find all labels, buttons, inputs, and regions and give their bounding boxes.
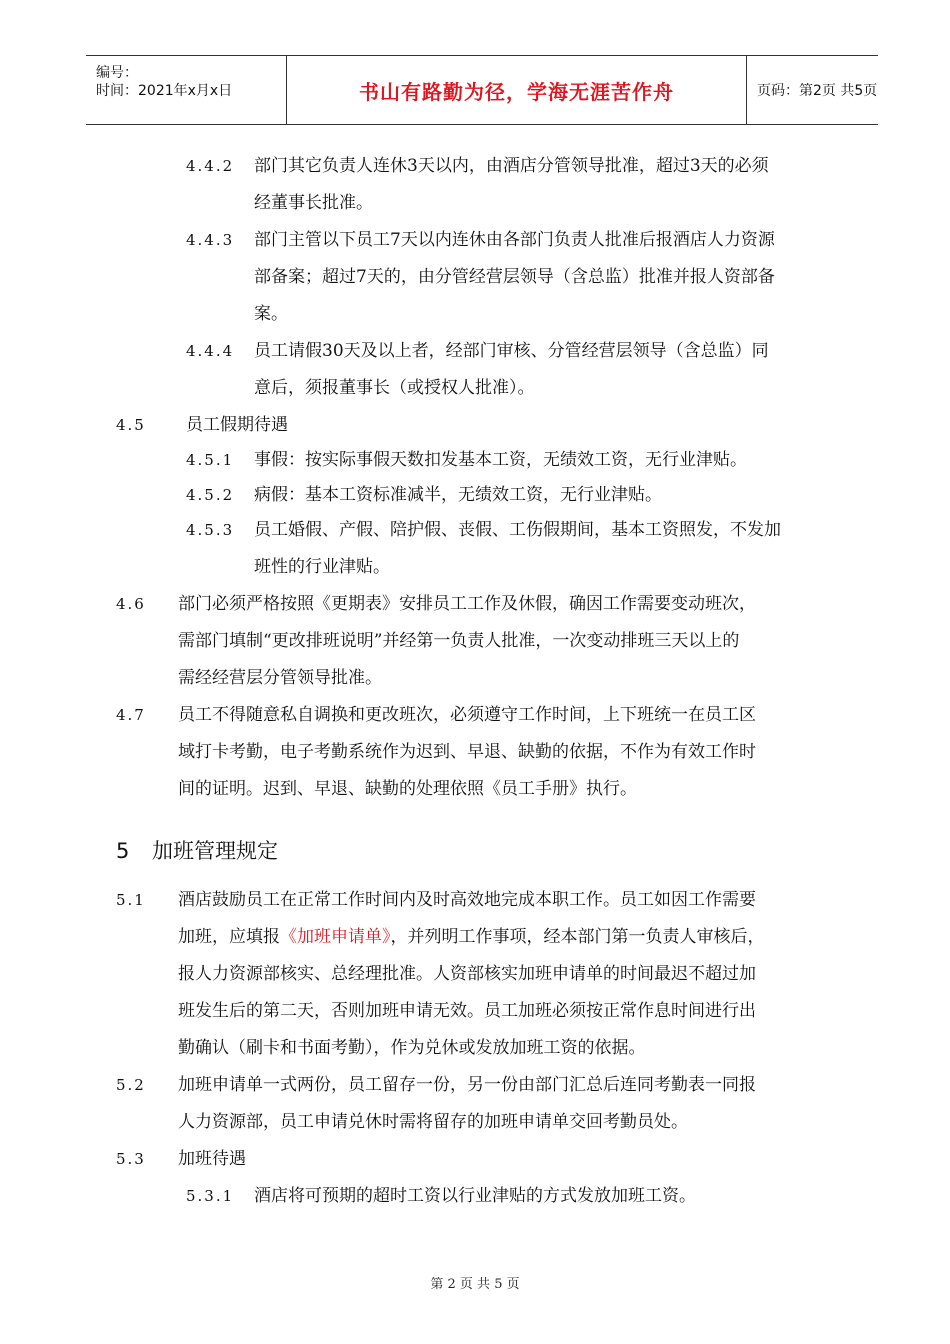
- paragraph-text: ，并列明工作事项，经本部门第一负责人审核后，: [390, 927, 765, 947]
- paragraph-line: 人力资源部，员工申请兑休时需将留存的加班申请单交回考勤员处。: [178, 1112, 688, 1132]
- paragraph-line: 经董事长批准。: [254, 193, 373, 213]
- paragraph-text: 加班，应填报: [178, 927, 280, 947]
- item-number: 4.5: [116, 416, 146, 434]
- item-number: 4.4.3: [186, 231, 235, 249]
- paragraph-line: 域打卡考勤，电子考勤系统作为迟到、早退、缺勤的依据，不作为有效工作时: [178, 742, 756, 762]
- item-number: 4.4.4: [186, 342, 235, 360]
- paragraph-line: 病假：基本工资标准减半，无绩效工资，无行业津贴。: [254, 485, 662, 505]
- paragraph-line: 员工不得随意私自调换和更改班次，必须遵守工作时间，上下班统一在员工区: [178, 705, 756, 725]
- paragraph-line: 班性的行业津贴。: [254, 557, 390, 577]
- paragraph-line: 需经经营层分管领导批准。: [178, 668, 382, 688]
- page-info: 页码：第2页 共5页: [757, 83, 878, 99]
- paragraph-line: 意后，须报董事长（或授权人批准）。: [254, 378, 535, 398]
- header-page-cell: [747, 56, 878, 124]
- item-number: 5.3: [116, 1150, 146, 1168]
- item-number: 4.5.2: [186, 486, 235, 504]
- paragraph-line: 酒店鼓励员工在正常工作时间内及时高效地完成本职工作。员工如因工作需要: [178, 890, 756, 910]
- paragraph-line: 加班申请单一式两份，员工留存一份，另一份由部门汇总后连同考勤表一同报: [178, 1075, 756, 1095]
- form-link[interactable]: 《加班申请单》: [280, 927, 391, 947]
- paragraph-line: 员工假期待遇: [186, 415, 288, 435]
- item-number: 4.7: [116, 706, 146, 724]
- paragraph-line: 需部门填制“更改排班说明”并经第一负责人批准，一次变动排班三天以上的: [178, 631, 740, 651]
- paragraph-line: 员工请假30天及以上者，经部门审核、分管经营层领导（含总监）同: [254, 341, 769, 361]
- motto: 书山有路勤为径，学海无涯苦作舟: [359, 80, 674, 104]
- paragraph-line: 间的证明。迟到、早退、缺勤的处理依照《员工手册》执行。: [178, 779, 637, 799]
- header-meta-cell: [86, 56, 286, 124]
- paragraph-line: 部备案；超过7天的，由分管经营层领导（含总监）批准并报人资部备: [254, 267, 775, 287]
- page-header: [86, 55, 878, 125]
- paragraph-line: 部门主管以下员工7天以内连休由各部门负责人批准后报酒店人力资源: [254, 230, 775, 250]
- paragraph-line: 酒店将可预期的超时工资以行业津贴的方式发放加班工资。: [254, 1186, 696, 1206]
- date-label: 时间：2021年x月x日: [96, 83, 233, 99]
- page-footer: 第 2 页 共 5 页: [430, 1277, 520, 1292]
- paragraph-line: 部门其它负责人连休3天以内，由酒店分管领导批准，超过3天的必须: [254, 156, 769, 176]
- number-label: 编号：: [96, 65, 138, 81]
- item-number: 4.5.1: [186, 451, 235, 469]
- section-heading: [116, 836, 278, 866]
- item-number: 4.4.2: [186, 157, 235, 175]
- paragraph-line: 部门必须严格按照《更期表》安排员工工作及休假，确因工作需要变动班次，: [178, 594, 756, 614]
- paragraph-line: 报人力资源部核实、总经理批准。人资部核实加班申请单的时间最迟不超过加: [178, 964, 756, 984]
- section-title: 加班管理规定: [152, 839, 278, 863]
- item-number: 4.6: [116, 595, 146, 613]
- section-number: 5: [116, 839, 130, 863]
- paragraph-line: 班发生后的第二天，否则加班申请无效。员工加班必须按正常作息时间进行出: [178, 1001, 756, 1021]
- paragraph-line: [178, 919, 765, 956]
- paragraph-line: 员工婚假、产假、陪护假、丧假、工伤假期间，基本工资照发，不发加: [254, 520, 781, 540]
- paragraph-line: 事假：按实际事假天数扣发基本工资，无绩效工资，无行业津贴。: [254, 450, 747, 470]
- item-number: 5.1: [116, 891, 146, 909]
- header-motto-cell: [286, 56, 747, 124]
- item-number: 4.5.3: [186, 521, 235, 539]
- item-number: 5.3.1: [186, 1187, 235, 1205]
- paragraph-line: 勤确认（刷卡和书面考勤），作为兑休或发放加班工资的依据。: [178, 1038, 646, 1058]
- paragraph-line: 加班待遇: [178, 1149, 246, 1169]
- item-number: 5.2: [116, 1076, 146, 1094]
- paragraph-line: 案。: [254, 304, 288, 324]
